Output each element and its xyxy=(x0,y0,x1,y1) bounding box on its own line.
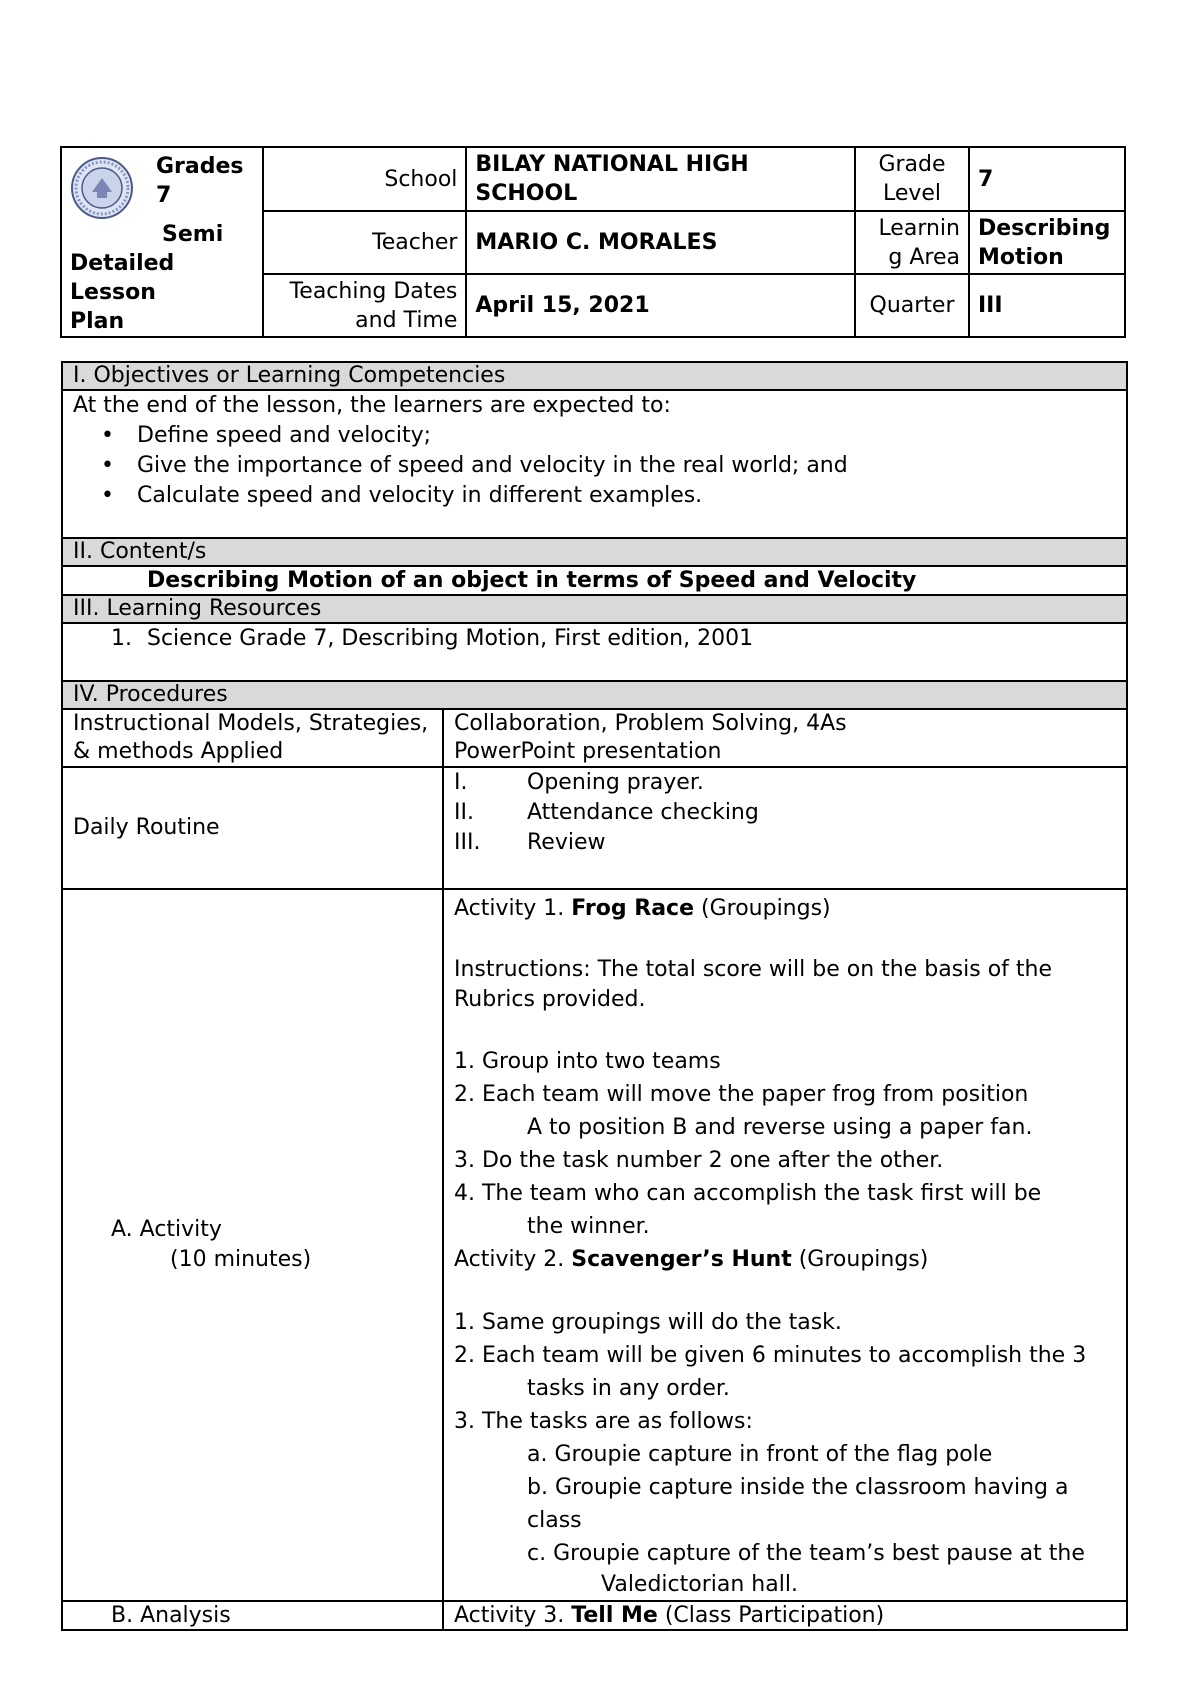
content-title: Describing Motion of an object in terms of Speed and Velocity xyxy=(62,566,1127,595)
objectives-heading: I. Objectives or Learning Competencies xyxy=(62,362,1127,390)
activity-2-task: b. Groupie capture inside the classroom having a class xyxy=(527,1475,1069,1533)
activity-2-step: 2. Each team will be given 6 minutes to accomplish the 3 xyxy=(454,1343,1087,1368)
learning-area-value: Describing Motion xyxy=(969,211,1125,274)
activity-1-step: 4. The team who can accomplish the task first will be xyxy=(454,1181,1042,1206)
routine-item: III. Review xyxy=(454,830,606,855)
models-label: Instructional Models, Strategies, & methods Applied xyxy=(62,709,443,767)
activity-2-task-cont: Valedictorian hall. xyxy=(601,1572,798,1597)
activity-1-title: Activity 1. Frog Race (Groupings) xyxy=(454,896,831,921)
school-label: School xyxy=(263,147,467,211)
models-value: Collaboration, Problem Solving, 4As PowerPoint presentation xyxy=(443,709,1127,767)
activity-body xyxy=(443,889,1127,1601)
procedures-heading: IV. Procedures xyxy=(62,681,1127,709)
resource-item: Science Grade 7, Describing Motion, First edition, 2001 xyxy=(147,626,754,651)
objectives-intro: At the end of the lesson, the learners are expected to: xyxy=(73,393,671,418)
teacher-value: MARIO C. MORALES xyxy=(466,211,855,274)
analysis-body: Activity 3. Tell Me (Class Participation) xyxy=(443,1601,1127,1630)
plan-title-line: Detailed Lesson xyxy=(70,251,175,305)
activity-2-task: a. Groupie capture in front of the flag pole xyxy=(527,1442,993,1467)
deped-seal-icon xyxy=(70,156,134,220)
objective-item: • Calculate speed and velocity in different examples. xyxy=(63,481,1116,511)
plan-title-line: 7 xyxy=(156,183,172,208)
objective-item: • Define speed and velocity; xyxy=(63,421,1116,451)
activity-2-title: Activity 2. Scavenger’s Hunt (Groupings) xyxy=(454,1247,929,1272)
grade-level-value: 7 xyxy=(969,147,1125,211)
activity-1-step: 3. Do the task number 2 one after the other. xyxy=(454,1148,944,1173)
activity-label: A. Activity (10 minutes) xyxy=(62,889,443,1601)
teacher-label: Teacher xyxy=(263,211,467,274)
grade-level-label: Grade Level xyxy=(855,147,969,211)
activity-1-instructions: Instructions: The total score will be on the basis of the Rubrics provided. xyxy=(454,957,1053,1012)
activity-1-step-cont: the winner. xyxy=(527,1214,650,1239)
quarter-value: III xyxy=(969,274,1125,337)
objective-item: • Give the importance of speed and velocity in the real world; and xyxy=(63,451,1116,481)
quarter-label: Quarter xyxy=(855,274,969,337)
activity-2-step: 1. Same groupings will do the task. xyxy=(454,1310,842,1335)
analysis-label: B. Analysis xyxy=(62,1601,443,1630)
school-value: BILAY NATIONAL HIGH SCHOOL xyxy=(466,147,855,211)
header-table xyxy=(60,146,1126,338)
activity-1-step-cont: A to position B and reverse using a paper fan. xyxy=(527,1115,1033,1140)
plan-title-line: Grades xyxy=(156,154,244,179)
teaching-dates-value: April 15, 2021 xyxy=(466,274,855,337)
content-heading: II. Content/s xyxy=(62,538,1127,566)
daily-routine-list xyxy=(443,767,1127,889)
learning-area-label: Learnin g Area xyxy=(855,211,969,274)
lesson-table xyxy=(61,361,1128,1631)
plan-title-line: Semi xyxy=(162,222,224,247)
plan-title-cell xyxy=(61,147,263,337)
resources-body xyxy=(62,623,1127,681)
daily-routine-label: Daily Routine xyxy=(62,767,443,889)
routine-item: I. Opening prayer. xyxy=(454,770,704,795)
activity-1-step: 2. Each team will move the paper frog from position xyxy=(454,1082,1029,1107)
resources-heading: III. Learning Resources xyxy=(62,595,1127,623)
activity-2-step-cont: tasks in any order. xyxy=(527,1376,730,1401)
activity-2-step: 3. The tasks are as follows: xyxy=(454,1409,753,1434)
teaching-dates-label: Teaching Dates and Time xyxy=(263,274,467,337)
routine-item: II. Attendance checking xyxy=(454,800,759,825)
activity-1-step: 1. Group into two teams xyxy=(454,1049,721,1074)
objectives-body xyxy=(62,390,1127,538)
activity-2-task: c. Groupie capture of the team’s best pause at the xyxy=(527,1541,1085,1566)
resource-number: 1. xyxy=(111,626,132,651)
plan-title-line: Plan xyxy=(70,309,125,334)
